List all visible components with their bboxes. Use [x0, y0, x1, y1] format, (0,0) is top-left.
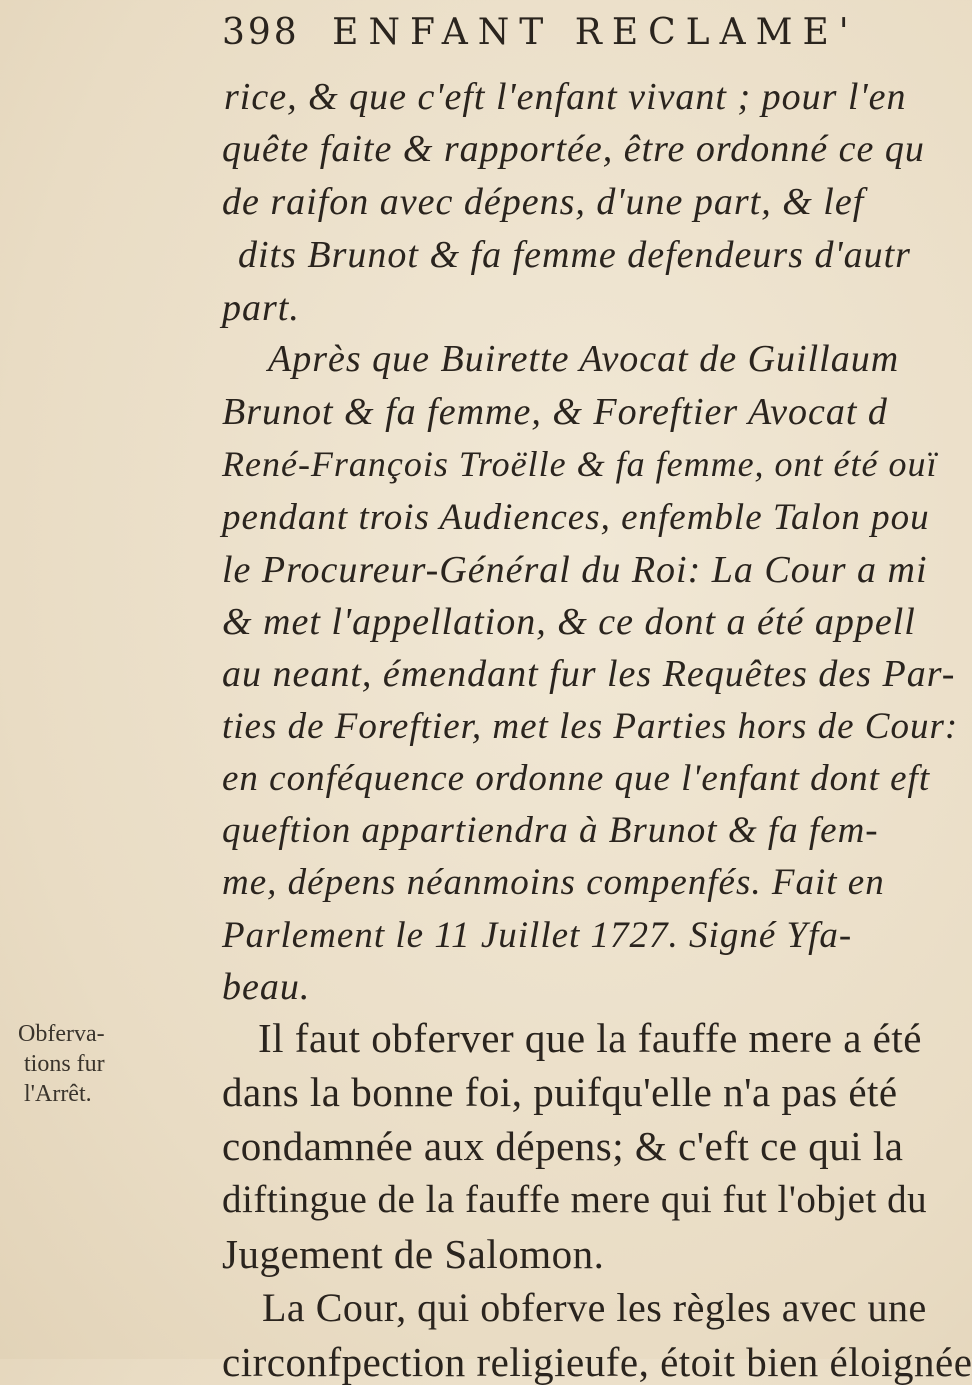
- text-line: Brunot & fa femme, & Foreftier Avocat d: [222, 391, 888, 433]
- text-line: dans la bonne foi, puifqu'elle n'a pas été: [222, 1069, 898, 1115]
- text-line: de raifon avec dépens, d'une part, & lef: [222, 181, 865, 223]
- text-line: dits Brunot & fa femme defendeurs d'autr: [238, 234, 911, 276]
- text-line: quête faite & rapportée, être ordonné ce qu: [222, 128, 925, 170]
- text-line: le Procureur-Général du Roi: La Cour a mi: [222, 549, 928, 591]
- text-line: diftingue de la fauffe mere qui fut l'objet du: [222, 1178, 928, 1221]
- text-line: part.: [222, 287, 300, 329]
- text-line: pendant trois Audiences, enfemble Talon pou: [222, 497, 930, 538]
- page-number: 398: [222, 12, 300, 53]
- text-line: Parlement le 11 Juillet 1727. Signé Yfa-: [222, 915, 853, 956]
- text-line: Après que Buirette Avocat de Guillaum: [268, 338, 900, 380]
- text-line: La Cour, qui obferve les règles avec une: [262, 1285, 927, 1330]
- running-title: ENFANT RECLAME': [332, 12, 859, 53]
- text-line: condamnée aux dépens; & c'eft ce qui la: [222, 1123, 904, 1169]
- text-line: circonfpection religieufe, étoit bien éloignée: [222, 1339, 972, 1385]
- text-line: queftion appartiendra à Brunot & fa fem-: [222, 810, 879, 851]
- text-line: en conféquence ordonne que l'enfant dont eft: [222, 758, 931, 799]
- margin-note-line: tions fur: [24, 1051, 105, 1077]
- text-line: René-François Troëlle & fa femme, ont été ouï: [222, 444, 938, 484]
- margin-note-line: l'Arrêt.: [24, 1081, 92, 1107]
- text-line: Jugement de Salomon.: [222, 1231, 605, 1277]
- text-line: ties de Foreftier, met les Parties hors de Cour:: [222, 706, 959, 747]
- text-line: rice, & que c'eft l'enfant vivant ; pour l'en: [224, 76, 907, 118]
- text-line: Il faut obferver que la fauffe mere a été: [258, 1015, 922, 1061]
- text-line: au neant, émendant fur les Requêtes des Par-: [222, 653, 956, 695]
- text-line: & met l'appellation, & ce dont a été appell: [222, 601, 916, 643]
- margin-note-line: Obferva-: [18, 1021, 105, 1047]
- text-line: me, dépens néanmoins compenfés. Fait en: [222, 862, 885, 903]
- text-line: beau.: [222, 966, 311, 1008]
